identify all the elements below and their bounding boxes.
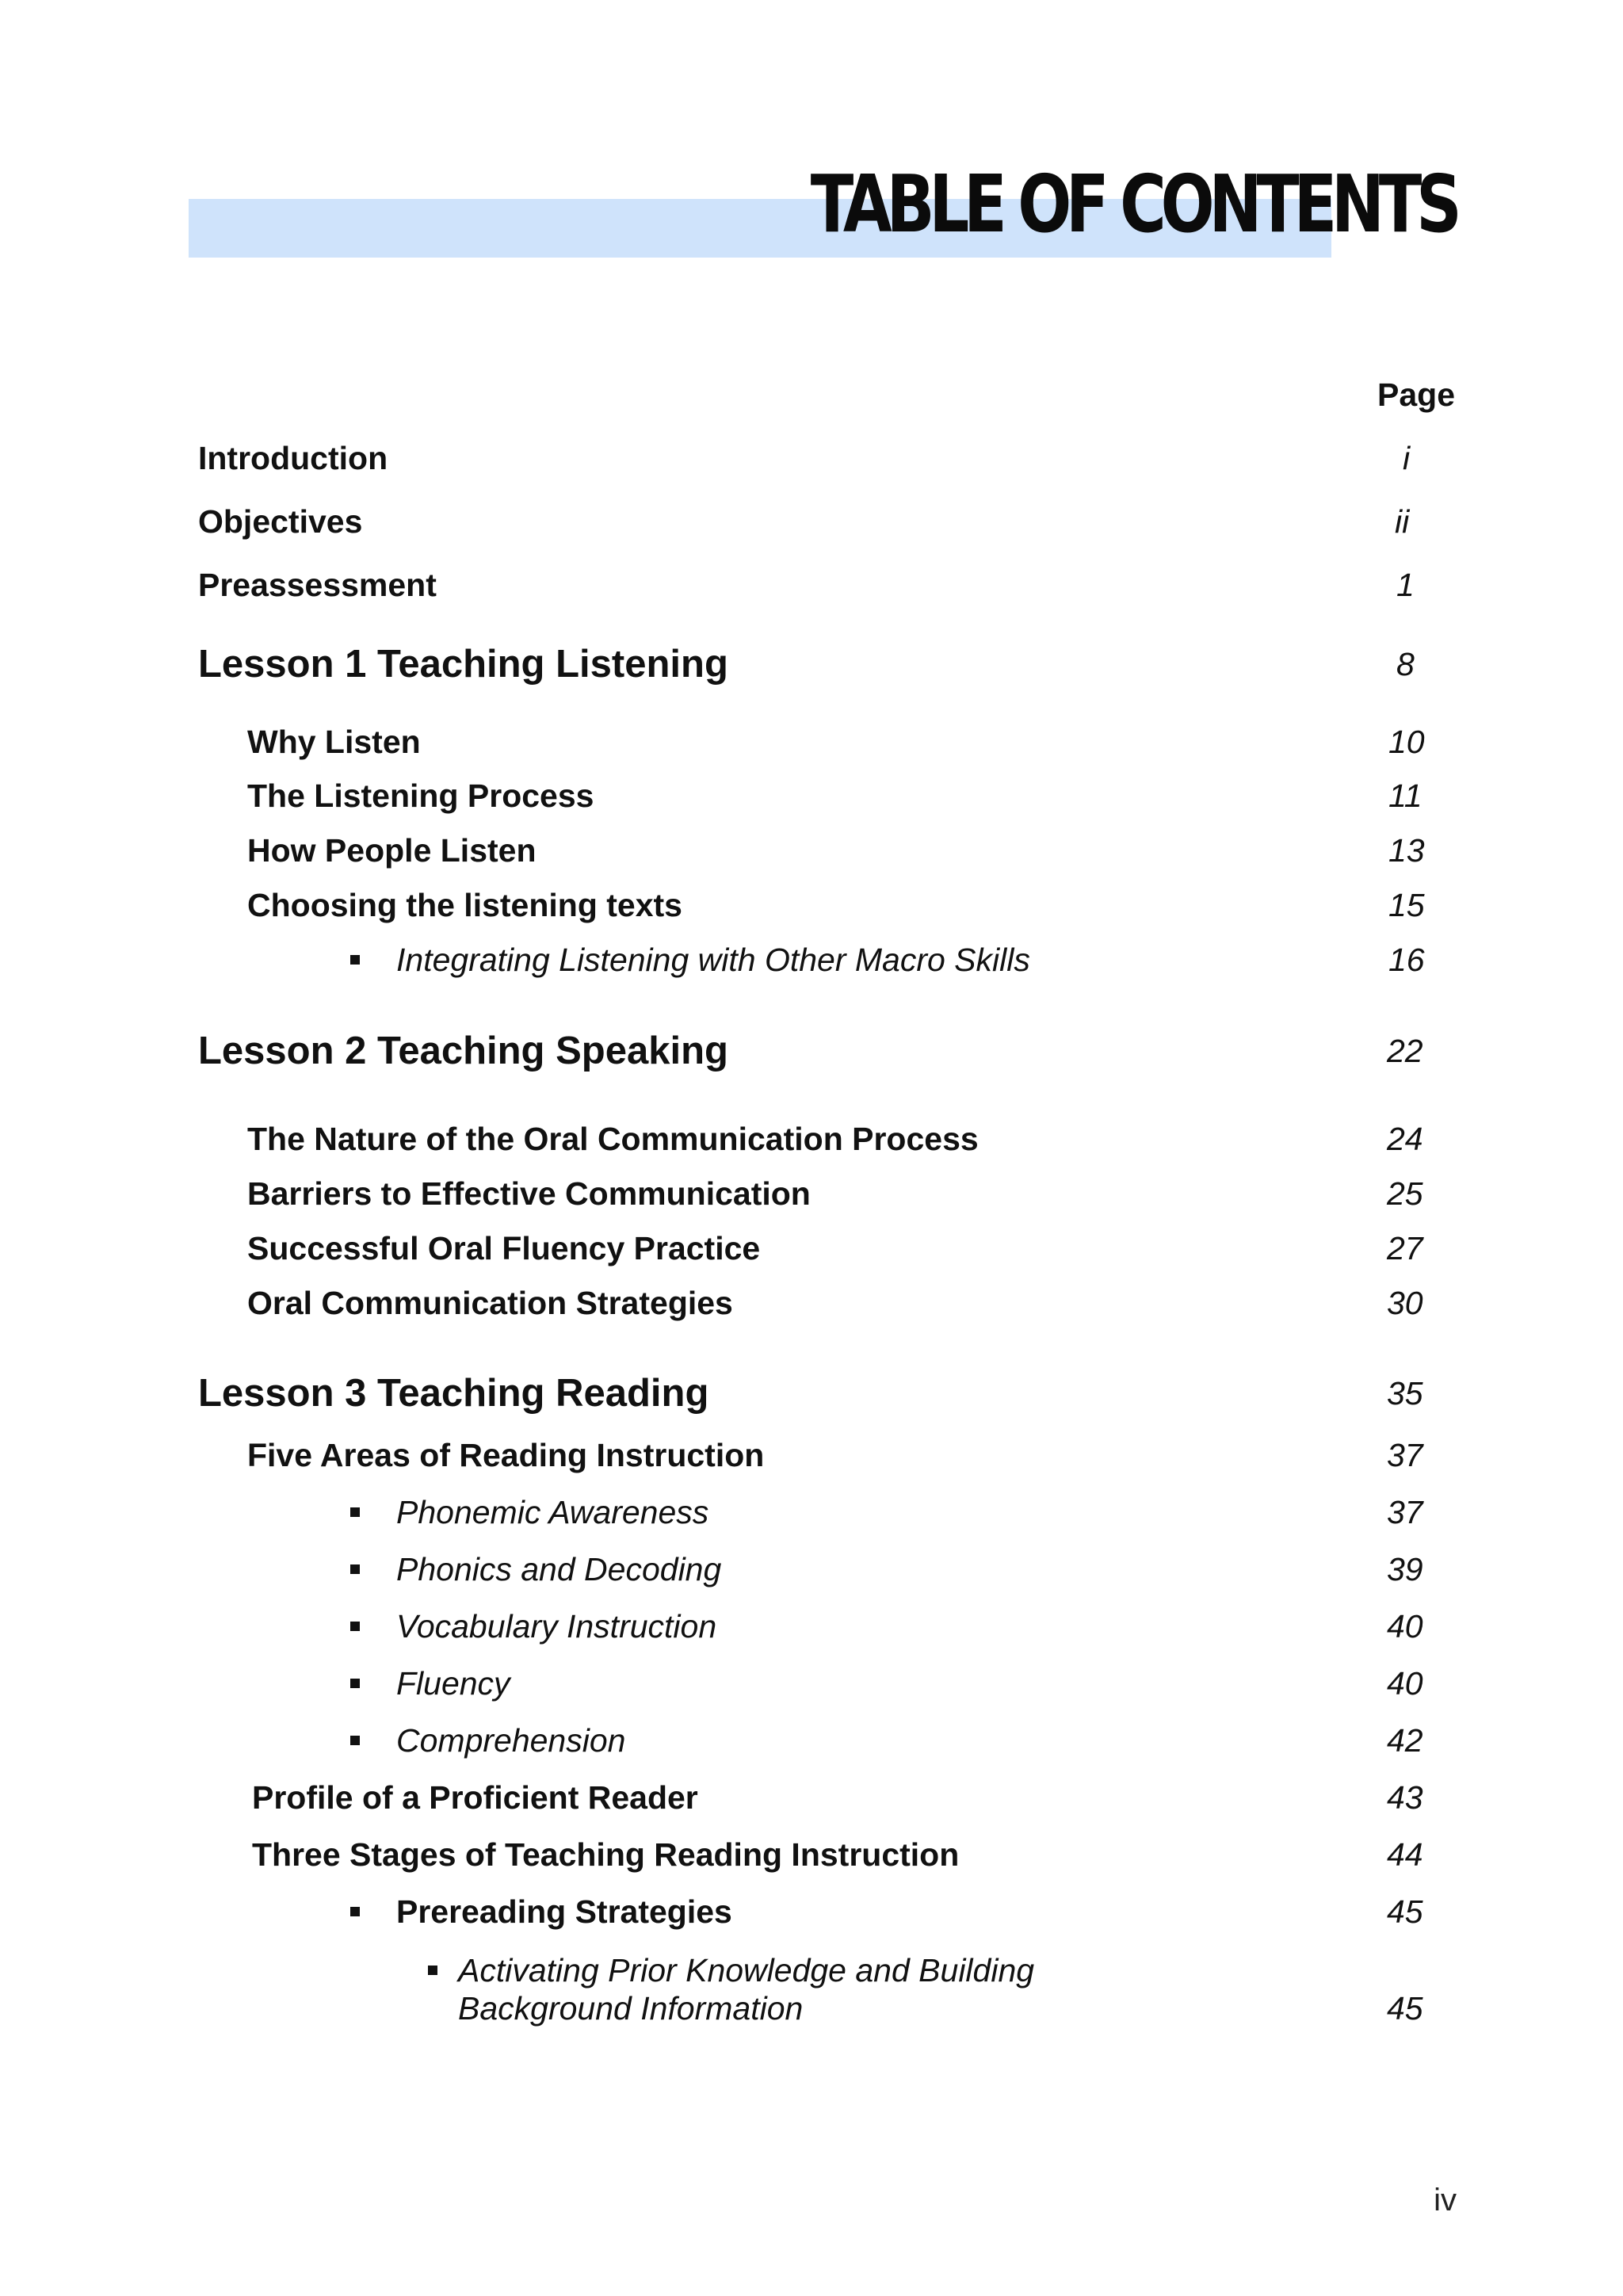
toc-entry-activating-prior-knowledge[interactable] xyxy=(0,1946,1623,2035)
toc-entry-prereading-strategies[interactable] xyxy=(0,1888,1623,1935)
toc-entry-page: 43 xyxy=(1387,1779,1423,1816)
toc-entry-oral-communication-process[interactable] xyxy=(0,1115,1623,1163)
toc-entry-label-line-1: Activating Prior Knowledge and Building xyxy=(458,1952,1035,1988)
toc-entry-oral-communication-strategies[interactable] xyxy=(0,1279,1623,1327)
toc-entry-barriers-communication[interactable] xyxy=(0,1170,1623,1217)
toc-entry-phonics-decoding[interactable] xyxy=(0,1545,1623,1593)
toc-entry-label: How People Listen xyxy=(247,832,537,869)
toc-entry-page: 42 xyxy=(1387,1722,1423,1759)
toc-entry-label: The Listening Process xyxy=(247,777,594,814)
toc-entry-label: Integrating Listening with Other Macro Skills xyxy=(396,942,1030,978)
toc-entry-label: Phonemic Awareness xyxy=(396,1494,709,1530)
toc-entry-page: 35 xyxy=(1387,1375,1423,1412)
square-bullet-icon xyxy=(350,955,360,965)
toc-entry-label: The Nature of the Oral Communication Process xyxy=(247,1121,979,1157)
toc-entry-label: Barriers to Effective Communication xyxy=(247,1175,811,1212)
square-bullet-icon xyxy=(350,1736,360,1745)
toc-entry-label: Objectives xyxy=(198,503,363,540)
toc-entry-page: 45 xyxy=(1387,1990,1423,2027)
toc-entry-page: 10 xyxy=(1388,724,1425,760)
toc-entry-page: 13 xyxy=(1388,832,1425,869)
toc-entry-page: 40 xyxy=(1387,1608,1423,1645)
toc-entry-page: 45 xyxy=(1387,1893,1423,1930)
toc-entry-objectives[interactable] xyxy=(0,498,1623,545)
toc-entry-page: 40 xyxy=(1387,1665,1423,1702)
toc-entry-lesson-1[interactable] xyxy=(0,640,1623,688)
toc-entry-lesson-3[interactable] xyxy=(0,1370,1623,1417)
toc-entry-page: 44 xyxy=(1387,1836,1423,1873)
toc-entry-label: Choosing the listening texts xyxy=(247,887,682,923)
toc-lesson-heading: Lesson 2 Teaching Speaking xyxy=(198,1030,728,1072)
toc-entry-page: 24 xyxy=(1387,1121,1423,1157)
toc-entry-label: Prereading Strategies xyxy=(396,1893,732,1930)
page-title: TABLE OF CONTENTS xyxy=(811,158,1457,250)
toc-entry-page: 22 xyxy=(1387,1033,1423,1069)
toc-entry-label: Why Listen xyxy=(247,724,421,760)
toc-lesson-heading: Lesson 1 Teaching Listening xyxy=(198,643,728,686)
toc-entry-page: 11 xyxy=(1388,777,1423,814)
toc-entry-page: 37 xyxy=(1387,1437,1423,1473)
toc-entry-label-line-2: Background Information xyxy=(458,1990,804,2027)
toc-entry-label: Three Stages of Teaching Reading Instruction xyxy=(252,1836,960,1873)
footer-page-number: iv xyxy=(1434,2183,1457,2218)
toc-entry-label: Phonics and Decoding xyxy=(396,1551,722,1587)
toc-entry-page: 39 xyxy=(1387,1551,1423,1587)
square-bullet-icon xyxy=(428,1966,437,1975)
square-bullet-icon xyxy=(350,1679,360,1688)
toc-entry-oral-fluency-practice[interactable] xyxy=(0,1224,1623,1272)
toc-entry-page: 30 xyxy=(1387,1285,1423,1321)
toc-lesson-heading: Lesson 3 Teaching Reading xyxy=(198,1372,709,1415)
square-bullet-icon xyxy=(350,1507,360,1517)
toc-entry-phonemic-awareness[interactable] xyxy=(0,1488,1623,1536)
toc-entry-page: ii xyxy=(1395,503,1410,540)
square-bullet-icon xyxy=(350,1907,360,1916)
toc-entry-why-listen[interactable] xyxy=(0,718,1623,766)
square-bullet-icon xyxy=(350,1622,360,1631)
toc-entry-label: Successful Oral Fluency Practice xyxy=(247,1230,761,1266)
toc-entry-introduction[interactable] xyxy=(0,434,1623,482)
toc-entry-label: Vocabulary Instruction xyxy=(396,1608,717,1645)
toc-entry-vocabulary-instruction[interactable] xyxy=(0,1603,1623,1650)
toc-entry-fluency[interactable] xyxy=(0,1660,1623,1707)
toc-entry-comprehension[interactable] xyxy=(0,1717,1623,1764)
toc-entry-label: Comprehension xyxy=(396,1722,626,1759)
toc-entry-lesson-2[interactable] xyxy=(0,1027,1623,1075)
toc-entry-label: Preassessment xyxy=(198,567,437,603)
toc-entry-label: Fluency xyxy=(396,1665,510,1702)
toc-entry-choosing-listening-texts[interactable] xyxy=(0,881,1623,929)
toc-entry-page: i xyxy=(1403,440,1411,476)
toc-entry-label: Five Areas of Reading Instruction xyxy=(247,1437,765,1473)
toc-entry-page: 1 xyxy=(1396,567,1415,603)
toc-entry-integrating-listening[interactable] xyxy=(0,936,1623,984)
toc-entry-page: 25 xyxy=(1387,1175,1423,1212)
toc-entry-three-stages-reading[interactable] xyxy=(0,1831,1623,1878)
toc-entry-page: 16 xyxy=(1388,942,1425,978)
toc-entry-page: 37 xyxy=(1387,1494,1423,1530)
page-column-header: Page xyxy=(1377,376,1455,413)
toc-entry-page: 27 xyxy=(1387,1230,1423,1266)
toc-entry-preassessment[interactable] xyxy=(0,561,1623,609)
toc-entry-label: Oral Communication Strategies xyxy=(247,1285,733,1321)
toc-entry-how-people-listen[interactable] xyxy=(0,827,1623,874)
toc-entry-proficient-reader[interactable] xyxy=(0,1774,1623,1821)
square-bullet-icon xyxy=(350,1564,360,1574)
toc-entry-five-areas-reading[interactable] xyxy=(0,1431,1623,1479)
toc-entry-page: 8 xyxy=(1396,646,1415,682)
toc-entry-label: Profile of a Proficient Reader xyxy=(252,1779,698,1816)
toc-entry-label: Introduction xyxy=(198,440,388,476)
toc-entry-page: 15 xyxy=(1388,887,1425,923)
toc-entry-listening-process[interactable] xyxy=(0,772,1623,819)
